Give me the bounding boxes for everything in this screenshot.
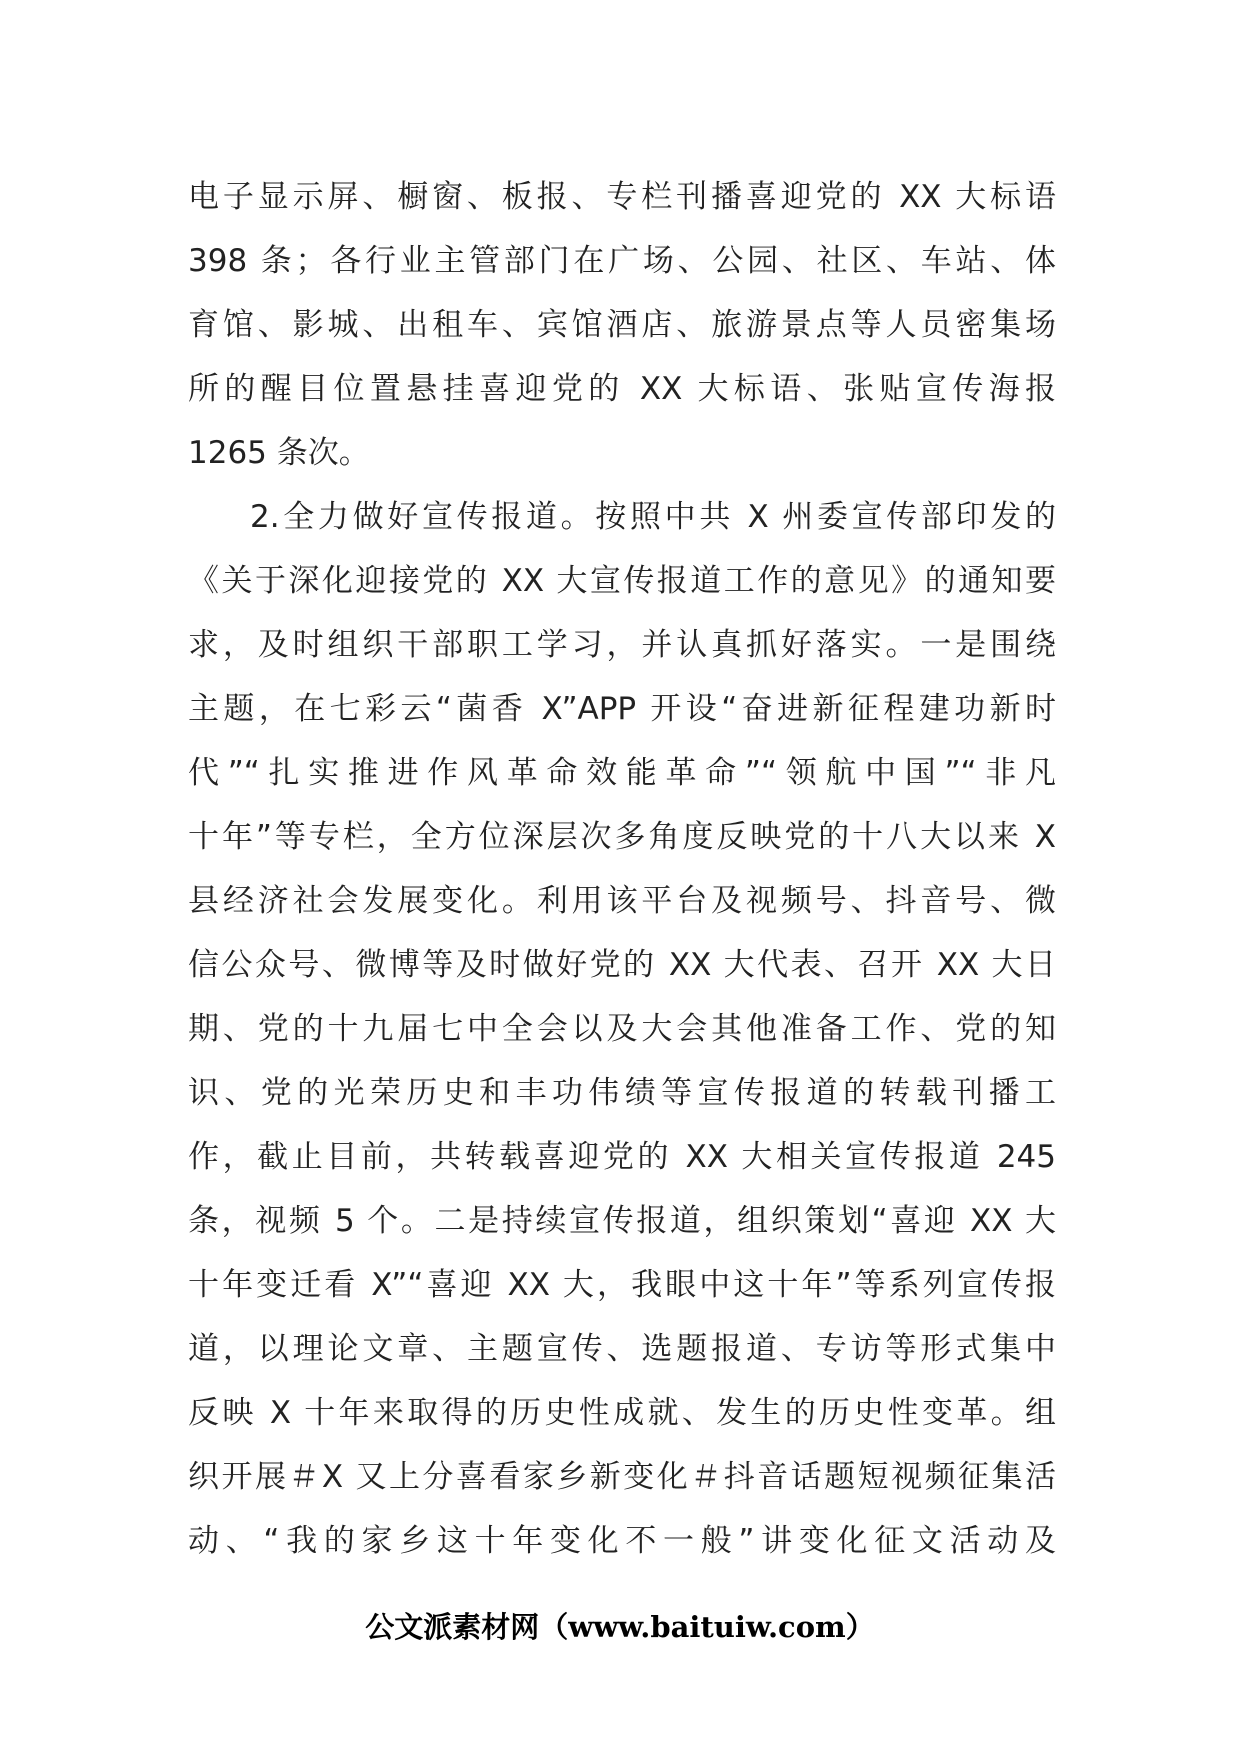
paragraph-first-line: 2.全力做好宣传报道。按照中共 X 州委宣传部印发的	[250, 499, 1056, 535]
text-line: 道，以理论文章、主题宣传、选题报道、专访等形式集中	[188, 1331, 1056, 1367]
text-line: 作，截止目前，共转载喜迎党的 XX 大相关宣传报道 245	[188, 1139, 1056, 1175]
text-line: 十年”等专栏，全方位深层次多角度反映党的十八大以来 X	[188, 819, 1056, 855]
text-line: 代”“扎实推进作风革命效能革命”“领航中国”“非凡	[188, 755, 1056, 791]
text-line: 《关于深化迎接党的 XX 大宣传报道工作的意见》的通知要	[188, 563, 1056, 599]
text-line: 1265 条次。	[188, 435, 370, 471]
text-line: 十年变迁看 X”“喜迎 XX 大，我眼中这十年”等系列宣传报	[188, 1267, 1056, 1303]
text-line: 所的醒目位置悬挂喜迎党的 XX 大标语、张贴宣传海报	[188, 371, 1056, 407]
text-line: 398 条；各行业主管部门在广场、公园、社区、车站、体	[188, 243, 1056, 279]
text-line: 主题，在七彩云“菌香 X”APP 开设“奋进新征程建功新时	[188, 691, 1056, 727]
text-line: 识、党的光荣历史和丰功伟绩等宣传报道的转载刊播工	[188, 1075, 1056, 1111]
text-line: 反映 X 十年来取得的历史性成就、发生的历史性变革。组	[188, 1395, 1056, 1431]
text-line: 信公众号、微博等及时做好党的 XX 大代表、召开 XX 大日	[188, 947, 1056, 983]
text-line: 织开展＃X 又上分喜看家乡新变化＃抖音话题短视频征集活	[188, 1459, 1056, 1495]
footer-watermark: 公文派素材网（www.baituiw.com）	[365, 1610, 875, 1644]
text-line: 期、党的十九届七中全会以及大会其他准备工作、党的知	[188, 1011, 1056, 1047]
document-body	[188, 165, 1056, 1573]
text-line: 动、“我的家乡这十年变化不一般”讲变化征文活动及	[188, 1523, 1056, 1559]
text-line: 条，视频 5 个。二是持续宣传报道，组织策划“喜迎 XX 大	[188, 1203, 1056, 1239]
text-line: 电子显示屏、橱窗、板报、专栏刊播喜迎党的 XX 大标语	[188, 179, 1056, 215]
text-line: 育馆、影城、出租车、宾馆酒店、旅游景点等人员密集场	[188, 307, 1056, 343]
text-line: 求，及时组织干部职工学习，并认真抓好落实。一是围绕	[188, 627, 1056, 663]
text-line: 县经济社会发展变化。利用该平台及视频号、抖音号、微	[188, 883, 1056, 919]
